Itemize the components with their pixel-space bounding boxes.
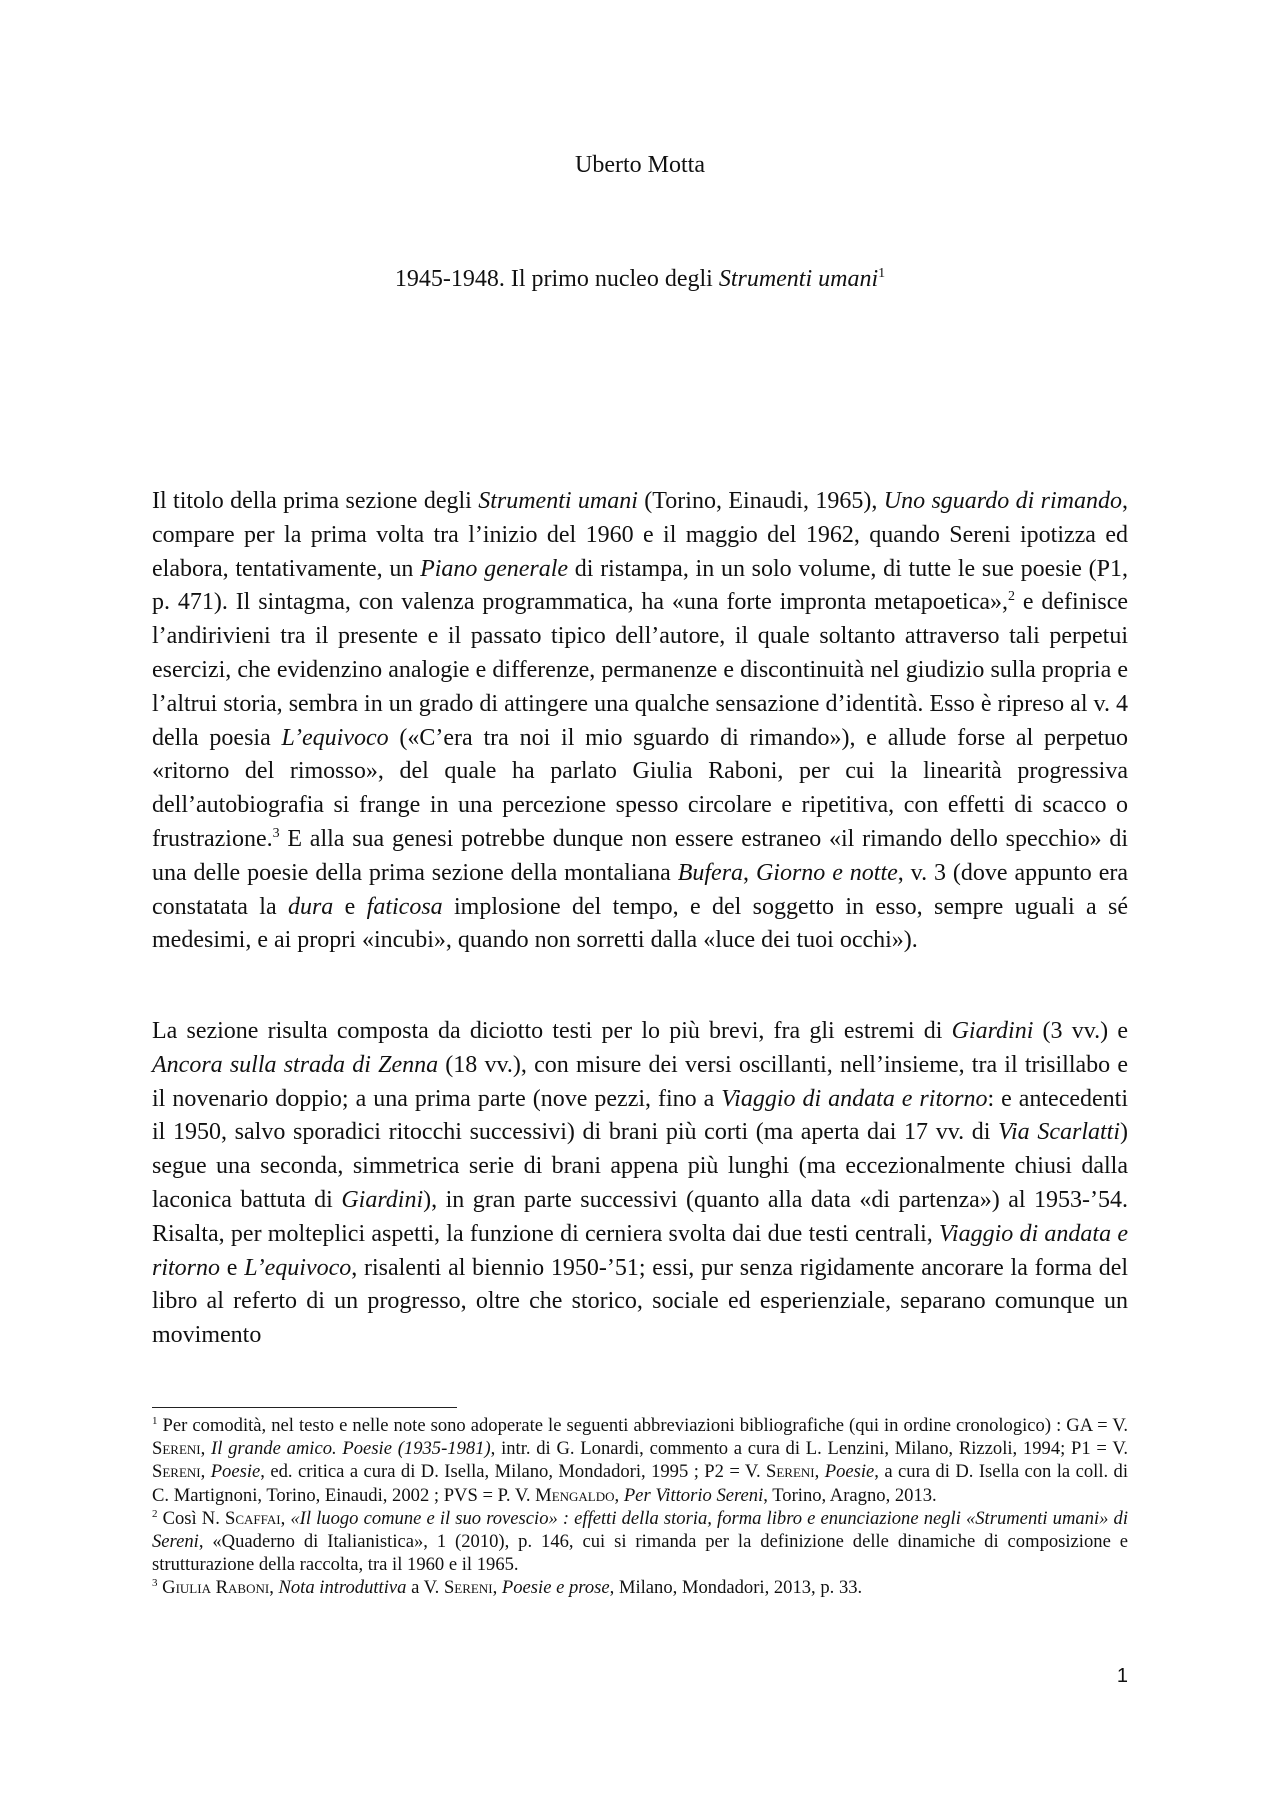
footnote-2: $^2$ Così N. Scaffai, «Il luogo comune e il suo rovescio» : effetti della storia, forma libro e enunciazione negli «Strumenti umani» di Sereni, «Quaderno di Italianistica», 1 (2010), p. 146, cui si rimanda per la definizione delle dinamiche di composizione e strutturazione della raccolta, tra il 1960 e il 1965. bbox=[152, 1507, 1129, 1576]
footnote-1: $^1$ Per comodità, nel testo e nelle note sono adoperate le seguenti abbreviazioni bibliografiche (qui in ordine cronologico) : GA = V. Sereni, Il grande amico. Poesie (1935-1981), intr. di G. Lonardi, commento a cura di L. Lenzini, Milano, Rizzoli, 1994; P1 = V. Sereni, Poesie, ed. critica a cura di D. Isella, Milano, Mondadori, 1995 ; P2 = V. Sereni, Poesie, a cura di D. Isella con la coll. di C. Martignoni, Torino, Einaudi, 2002 ; PVS = P. V. Mengaldo, Per Vittorio Sereni, Torino, Aragno, 2013. bbox=[152, 1414, 1129, 1506]
footnote-ref-3[interactable]: 3 bbox=[272, 825, 280, 841]
article-title bbox=[0, 266, 1280, 293]
body-paragraph-2: La sezione risulta composta da diciotto testi per lo più brevi, fra gli estremi di Giardini (3 vv.) e Ancora sulla strada di Zenna (18 vv.), con misure dei versi oscillanti, nell’insieme, tra il trisillabo e il novenario doppio; a una prima parte (nove pezzi, fino a Viaggio di andata e ritorno: e antecedenti il 1950, salvo sporadici ritocchi successivi) di brani più corti (ma aperta dai 17 vv. di Via Scarlatti) segue una seconda, simmetrica serie di brani appena più lunghi (ma eccezionalmente chiusi dalla laconica battuta di Giardini), in gran parte successivi (quanto alla data «di partenza») al 1953-’54. Risalta, per molteplici aspetti, la funzione di cerniera svolta dai due testi centrali, Viaggio di andata e ritorno e L’equivoco, risalenti al biennio 1950-’51; essi, pur senza rigidamente ancorare la forma del libro al referto di un progresso, oltre che storico, sociale ed esperienziale, separano comunque un movimento bbox=[152, 1018, 1129, 1349]
title-text: 1945-1948. Il primo nucleo degli bbox=[394, 266, 719, 292]
author-name: Uberto Motta bbox=[575, 152, 705, 178]
footnote-3: $^3$ Giulia Raboni, Nota introduttiva a V. Sereni, Poesie e prose, Milano, Mondadori, 2013, p. 33. bbox=[152, 1577, 863, 1599]
footnote-ref-2[interactable]: 2 bbox=[1008, 589, 1016, 605]
footnote-separator bbox=[152, 1407, 457, 1408]
title-italic: Strumenti umani bbox=[718, 266, 879, 292]
footnotes bbox=[152, 1414, 1128, 1600]
body-paragraph-1: Il titolo della prima sezione degli Strumenti umani (Torino, Einaudi, 1965), Uno sguardo di rimando, compare per la prima volta tra l’inizio del 1960 e il maggio del 1962, quando Sereni ipotizza ed elabora, tentativamente, un Piano generale di ristampa, in un solo volume, di tutte le sue poesie (P1, p. 471). Il sintagma, con valenza programmatica, ha «una forte impronta metapoetica»,$^2$ e definisce l’andirivieni tra il presente e il passato tipico dell’autore, il quale soltanto attraverso tali perpetui esercizi, che evidenzino analogie e differenze, permanenze e discontinuità nel giudizio sulla propria e l’altrui storia, sembra in un grado di attingere una qualche sensazione d’identità. Esso è ripreso al v. 4 della poesia L’equivoco («C’era tra noi il mio sguardo di rimando»), e allude forse al perpetuo «ritorno del rimosso», del quale ha parlato Giulia Raboni, per cui la linearità progressiva dell’autobiografia si frange in una percezione spesso circolare e ripetitiva, con effetti di scacco o frustrazione.$^3$ E alla sua genesi potrebbe dunque non essere estraneo «il rimando dello specchio» di una delle poesie della prima sezione della montaliana Bufera, Giorno e notte, v. 3 (dove appunto era constatata la dura e faticosa implosione del tempo, e del soggetto in esso, sempre uguali a sé medesimi, e ai propri «incubi», quando non sorretti dalla «luce dei tuoi occhi»). bbox=[152, 488, 1129, 954]
page-number: 1 bbox=[1116, 1665, 1128, 1687]
footnote-ref-1[interactable]: 1 bbox=[878, 266, 886, 281]
